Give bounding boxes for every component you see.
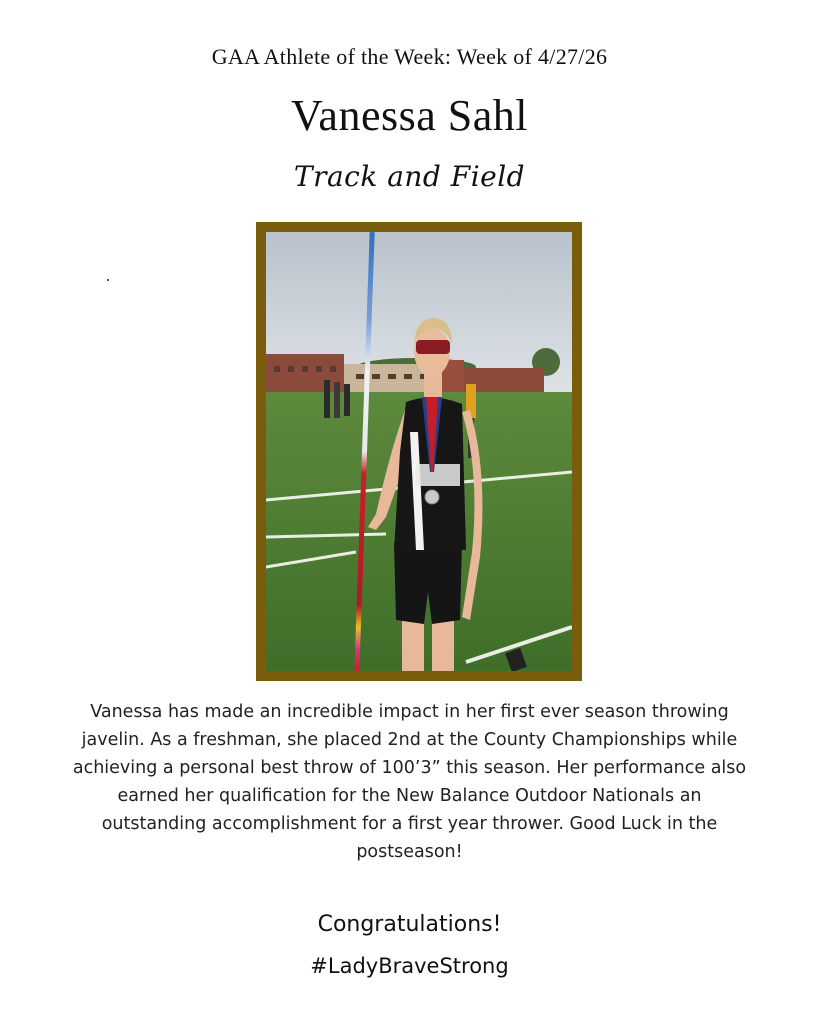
sport-label: Track and Field	[293, 160, 526, 193]
congratulations-text: Congratulations!	[317, 912, 502, 937]
athlete-photo	[266, 232, 572, 671]
athlete-description: Vanessa has made an incredible impact in her first ever season throwing javelin. As a freshman, she placed 2nd at the County Championships while achieving a personal best throw of 100’3” this season. Her performance also earned her qualification for the New Balance Outdoor Nationals an outstanding accomplishment for a first year thrower. Good Luck in the postseason!	[72, 702, 747, 862]
athlete-name: Vanessa Sahl	[291, 91, 528, 140]
stray-dot	[107, 279, 109, 281]
hashtag-text: #LadyBraveStrong	[310, 954, 509, 978]
page-subtitle: GAA Athlete of the Week: Week of 4/27/26	[211, 44, 608, 69]
athlete-photo-frame	[256, 222, 582, 681]
